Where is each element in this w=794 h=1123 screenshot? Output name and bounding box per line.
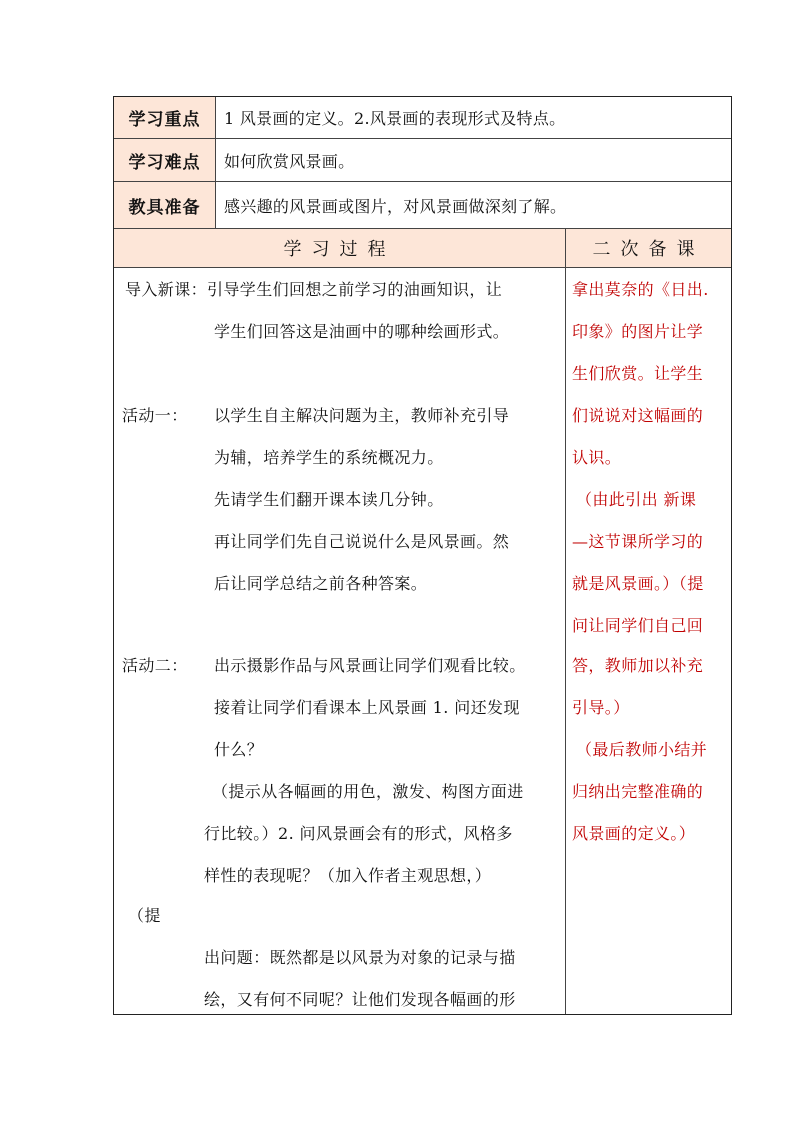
column-divider bbox=[215, 97, 216, 228]
note-line: 归纳出完整准确的 bbox=[572, 782, 704, 801]
row-divider bbox=[114, 181, 731, 182]
note-line: 就是风景画。）（提 bbox=[572, 574, 704, 593]
process-line: 样性的表现呢？（加入作者主观思想，） bbox=[204, 866, 492, 885]
process-line: 再让同学们先自己说说什么是风景画。然 bbox=[214, 532, 510, 551]
note-line: 风景画的定义。） bbox=[572, 824, 696, 843]
value-materials: 感兴趣的风景画或图片，对风景画做深刻了解。 bbox=[224, 196, 567, 216]
column-divider bbox=[565, 228, 566, 1014]
note-line: 答，教师加以补充 bbox=[572, 656, 704, 675]
process-line: 什么？ bbox=[214, 740, 264, 759]
lesson-table bbox=[113, 96, 732, 1015]
process-line: 以学生自主解决问题为主，教师补充引导 bbox=[214, 406, 510, 425]
note-line: 认识。 bbox=[572, 448, 622, 467]
note-line: 问让同学们自己回 bbox=[572, 616, 704, 635]
process-line: 活动二： bbox=[122, 656, 188, 675]
process-line: 后让同学总结之前各种答案。 bbox=[214, 574, 428, 593]
process-line: 接着让同学们看课本上风景画 1. 问还发现 bbox=[214, 698, 520, 717]
label-difficulties: 学习难点 bbox=[114, 139, 215, 181]
process-line: （提 bbox=[128, 906, 161, 925]
process-line: 为辅，培养学生的系统概况力。 bbox=[214, 448, 444, 467]
process-line: 学生们回答这是油画中的哪种绘画形式。 bbox=[214, 322, 510, 341]
row-divider bbox=[114, 228, 731, 229]
process-line: （提示从各幅画的用色，激发、构图方面进 bbox=[212, 782, 524, 801]
label-key-points: 学习重点 bbox=[114, 97, 215, 138]
process-line: 先请学生们翻开课本读几分钟。 bbox=[214, 490, 444, 509]
note-line: 拿出莫奈的《日出. bbox=[572, 280, 709, 299]
process-line: 出示摄影作品与风景画让同学们观看比较。 bbox=[214, 656, 526, 675]
note-line: —这节课所学习的 bbox=[572, 532, 704, 551]
note-line: 印象》的图片让学 bbox=[572, 322, 704, 341]
process-line: 导入新课：引导学生们回想之前学习的油画知识，让 bbox=[125, 280, 503, 299]
process-line: 出问题：既然都是以风景为对象的记录与描 bbox=[204, 948, 516, 967]
note-line: 生们欣赏。让学生 bbox=[572, 364, 704, 383]
label-materials: 教具准备 bbox=[114, 182, 215, 228]
row-divider bbox=[114, 267, 731, 268]
note-line: （最后教师小结并 bbox=[576, 740, 708, 759]
process-line: 活动一： bbox=[122, 406, 188, 425]
value-key-points: 1 风景画的定义。2.风景画的表现形式及特点。 bbox=[224, 109, 566, 128]
header-second-prep: 二次备课 bbox=[566, 229, 731, 267]
process-line: 绘，又有何不同呢？让他们发现各幅画的形 bbox=[204, 990, 516, 1009]
note-line: 们说说对这幅画的 bbox=[572, 406, 704, 425]
header-learning-process: 学习过程 bbox=[114, 229, 565, 267]
note-line: 引导。） bbox=[572, 698, 630, 717]
row-divider bbox=[114, 138, 731, 139]
process-line: 行比较。）2. 问风景画会有的形式，风格多 bbox=[204, 824, 513, 843]
value-difficulties: 如何欣赏风景画。 bbox=[224, 151, 355, 171]
note-line: （由此引出 新课 bbox=[576, 490, 697, 509]
